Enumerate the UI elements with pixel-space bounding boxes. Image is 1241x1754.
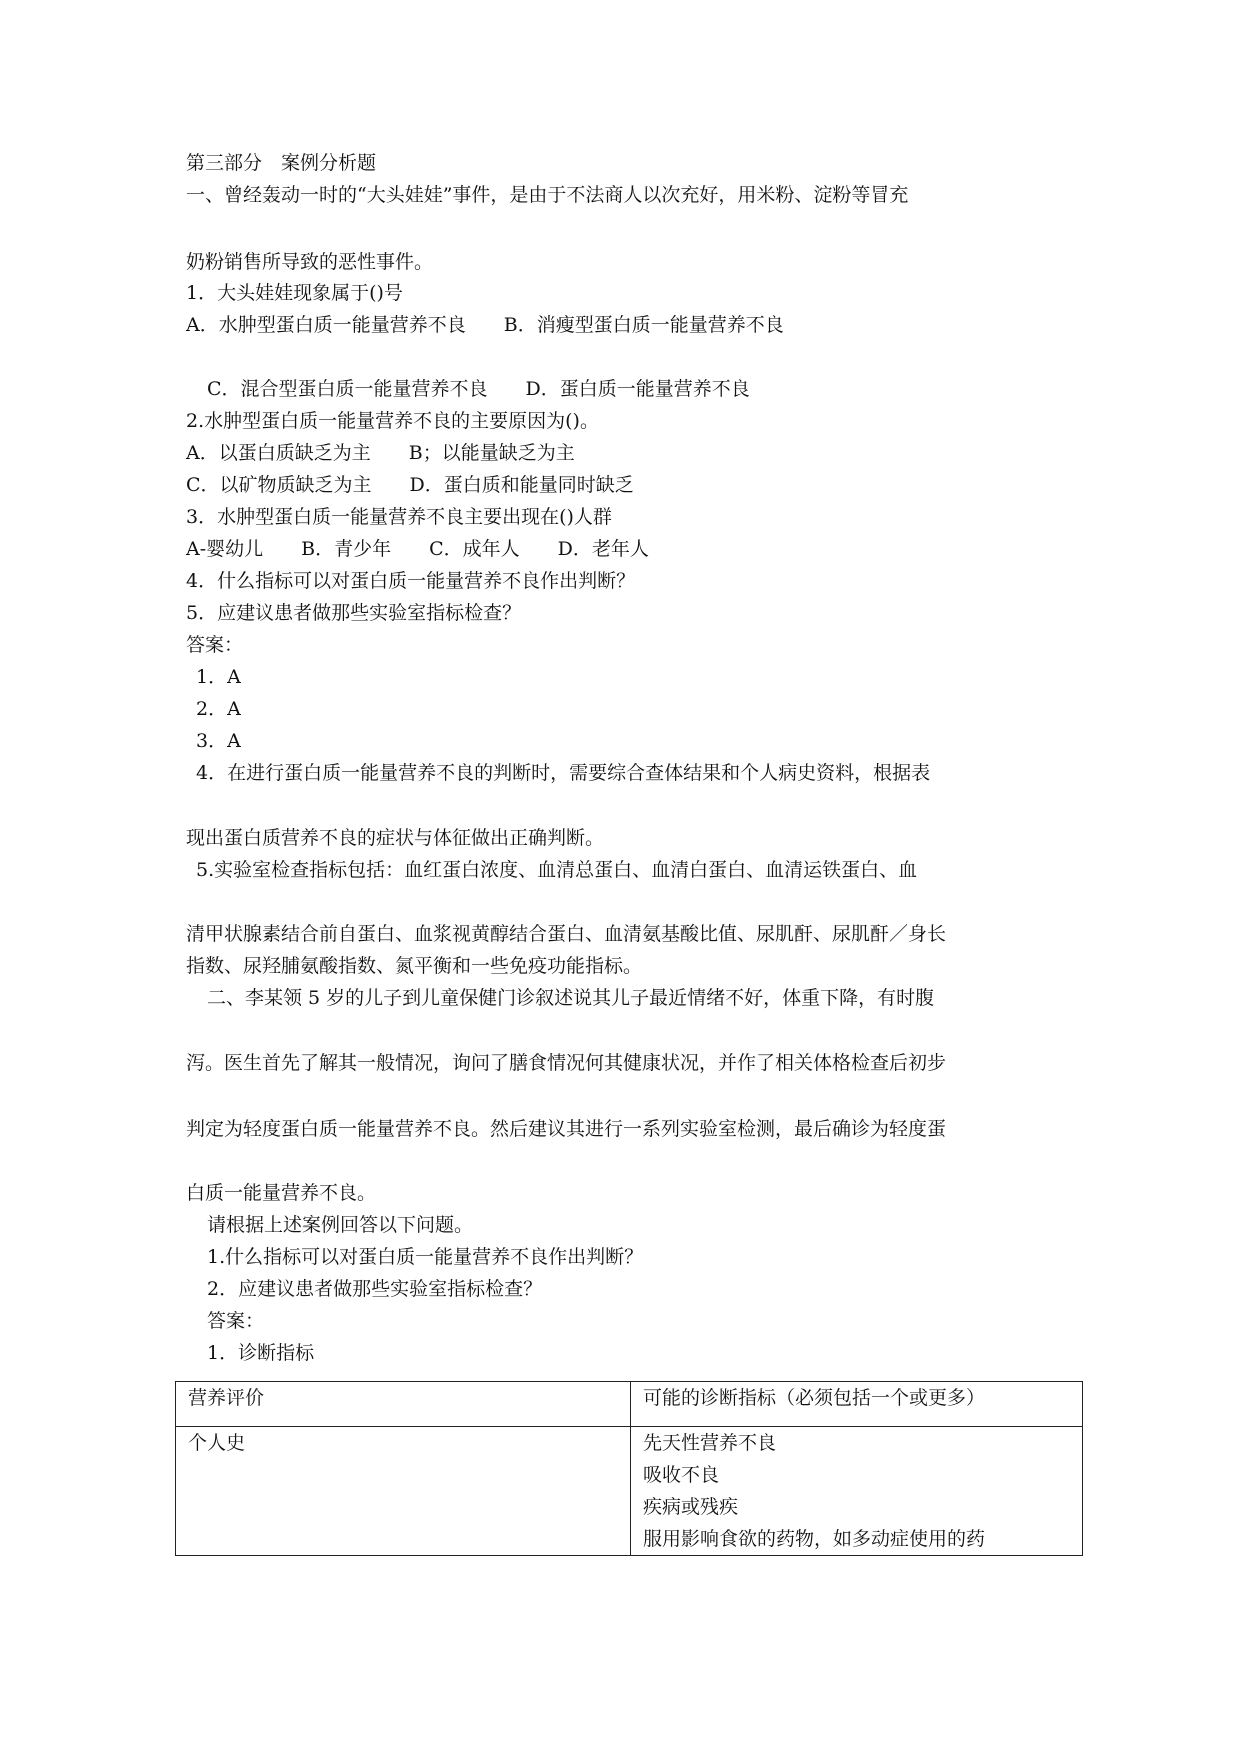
table-header-cell: 营养评价: [176, 1382, 631, 1427]
q2-options-cd: [186, 473, 634, 497]
table-row-label: 个人史: [176, 1427, 631, 1556]
list-item: 服用影响食欲的药物，如多动症使用的药: [643, 1528, 986, 1550]
section-title: 第三部分 案例分析题: [186, 152, 377, 174]
q1-option-a: A．水肿型蛋白质一能量营养不良: [186, 314, 466, 336]
q1-option-b: B．消瘦型蛋白质一能量营养不良: [503, 314, 784, 336]
answer-5-cont-2: 指数、尿羟脯氨酸指数、氮平衡和一些免疫功能指标。: [186, 955, 643, 977]
q3-option-d: D．老年人: [557, 538, 649, 560]
answer-1: 1．A: [196, 666, 241, 688]
table-row-items: [631, 1427, 1083, 1556]
q3-option-a: A-婴幼儿: [186, 538, 264, 560]
case-two-intro-cont: 泻。医生首先了解其一般情况，询问了膳食情况何其健康状况，并作了相关体格检查后初步: [186, 1052, 947, 1074]
q1-option-c: C．混合型蛋白质一能量营养不良: [207, 378, 488, 400]
case-two-intro-cont-3: 白质一能量营养不良。: [186, 1182, 377, 1204]
case-two-prompt: 请根据上述案例回答以下问题。: [207, 1214, 474, 1236]
case-one-intro: 一、曾经轰动一时的“大头娃娃”事件，是由于不法商人以次充好，用米粉、淀粉等冒充: [186, 184, 909, 206]
q2-options-ab: [186, 441, 575, 465]
q2-option-d: D．蛋白质和能量同时缺乏: [409, 474, 634, 496]
question-5: 5．应建议患者做那些实验室指标检查？: [186, 602, 522, 624]
q1-option-d: D．蛋白质一能量营养不良: [525, 378, 750, 400]
answer-5-cont: 清甲状腺素结合前自蛋白、血浆视黄醇结合蛋白、血清氨基酸比值、尿肌酐、尿肌酐／身长: [186, 923, 947, 945]
case-two-question-2: 2．应建议患者做那些实验室指标检查？: [207, 1278, 543, 1300]
question-3: 3．水肿型蛋白质一能量营养不良主要出现在()人群: [186, 506, 612, 528]
list-item: 先天性营养不良: [643, 1432, 777, 1454]
q3-option-b: B．青少年: [301, 538, 392, 560]
case-two-intro: 二、李某领 5 岁的儿子到儿童保健门诊叙述说其儿子最近情绪不好，体重下降，有时腹: [207, 987, 935, 1009]
case-two-intro-cont-2: 判定为轻度蛋白质一能量营养不良。然后建议其进行一系列实验室检测，最后确诊为轻度蛋: [186, 1118, 947, 1140]
q3-options: [186, 537, 649, 561]
question-1: 1．大头娃娃现象属于()号: [186, 282, 403, 304]
case-one-intro-cont: 奶粉销售所导致的恶性事件。: [186, 251, 434, 273]
case-two-question-1: 1.什么指标可以对蛋白质一能量营养不良作出判断？: [207, 1246, 644, 1268]
answer-heading: 答案：: [186, 634, 244, 656]
diagnostic-table: [175, 1381, 1083, 1556]
answer-4: 4．在进行蛋白质一能量营养不良的判断时，需要综合查体结果和个人病史资料，根据表: [196, 762, 931, 784]
table-header-row: [176, 1382, 1083, 1427]
case-two-answer-heading: 答案：: [207, 1310, 265, 1332]
q2-option-a: A．以蛋白质缺乏为主: [186, 442, 371, 464]
table-header-cell: 可能的诊断指标（必须包括一个或更多）: [631, 1382, 1083, 1427]
list-item: 吸收不良: [643, 1464, 720, 1486]
diagnostic-indicators-title: 1．诊断指标: [207, 1342, 315, 1364]
answer-2: 2．A: [196, 698, 241, 720]
q1-options-ab: [186, 313, 784, 337]
list-item: 疾病或残疾: [643, 1496, 739, 1518]
q1-options-cd: [207, 377, 750, 401]
answer-3: 3．A: [196, 730, 241, 752]
q2-option-c: C．以矿物质缺乏为主: [186, 474, 372, 496]
q2-option-b: B；以能量缺乏为主: [408, 442, 575, 464]
answer-5: 5.实验室检查指标包括：血红蛋白浓度、血清总蛋白、血清白蛋白、血清运铁蛋白、血: [196, 859, 918, 881]
question-2: 2.水肿型蛋白质一能量营养不良的主要原因为()。: [186, 410, 599, 432]
question-4: 4．什么指标可以对蛋白质一能量营养不良作出判断？: [186, 570, 636, 592]
q3-option-c: C．成年人: [429, 538, 520, 560]
table-row: [176, 1427, 1083, 1556]
answer-4-cont: 现出蛋白质营养不良的症状与体征做出正确判断。: [186, 827, 605, 849]
